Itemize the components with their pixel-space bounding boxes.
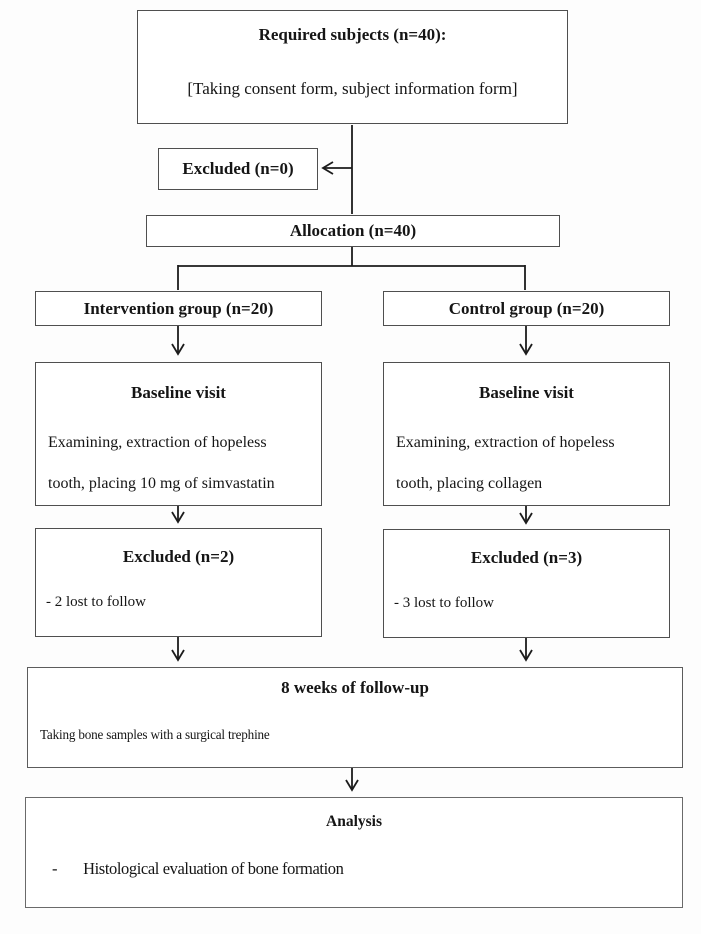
excluded-control-note: - 3 lost to follow bbox=[394, 595, 494, 611]
baseline-control-title: Baseline visit bbox=[479, 383, 574, 402]
baseline-intervention-line2: tooth, placing 10 mg of simvastatin bbox=[48, 475, 275, 492]
box-required-subjects bbox=[137, 10, 568, 124]
allocation-title: Allocation (n=40) bbox=[289, 221, 417, 240]
box-baseline-control bbox=[383, 362, 670, 506]
analysis-bullet: - bbox=[52, 859, 58, 878]
required-subjects-body: [Taking consent form, subject information form] bbox=[187, 79, 518, 98]
excluded-initial-title: Excluded (n=0) bbox=[182, 159, 294, 178]
excluded-intervention-note: - 2 lost to follow bbox=[46, 594, 146, 610]
box-control-group bbox=[383, 291, 670, 326]
analysis-note: Histological evaluation of bone formation bbox=[83, 859, 344, 878]
box-allocation bbox=[146, 215, 560, 247]
intervention-group-title: Intervention group (n=20) bbox=[83, 298, 274, 318]
followup-title: 8 weeks of follow-up bbox=[281, 678, 429, 697]
baseline-intervention-line1: Examining, extraction of hopeless bbox=[48, 434, 267, 451]
followup-note: Taking bone samples with a surgical trephine bbox=[40, 728, 270, 743]
box-analysis bbox=[25, 797, 683, 908]
analysis-title: Analysis bbox=[326, 813, 382, 830]
excluded-intervention-title: Excluded (n=2) bbox=[122, 547, 235, 566]
box-excluded-control bbox=[383, 529, 670, 638]
baseline-intervention-title: Baseline visit bbox=[131, 383, 226, 402]
box-excluded-initial bbox=[158, 148, 318, 190]
baseline-control-line2: tooth, placing collagen bbox=[396, 475, 543, 492]
required-subjects-title: Required subjects (n=40): bbox=[258, 25, 447, 44]
control-group-title: Control group (n=20) bbox=[448, 298, 605, 318]
box-baseline-intervention bbox=[35, 362, 322, 506]
box-intervention-group bbox=[35, 291, 322, 326]
box-excluded-intervention bbox=[35, 528, 322, 637]
baseline-control-line1: Examining, extraction of hopeless bbox=[396, 434, 615, 451]
excluded-control-title: Excluded (n=3) bbox=[470, 548, 583, 567]
box-followup bbox=[27, 667, 683, 768]
analysis-note-row bbox=[52, 858, 682, 880]
